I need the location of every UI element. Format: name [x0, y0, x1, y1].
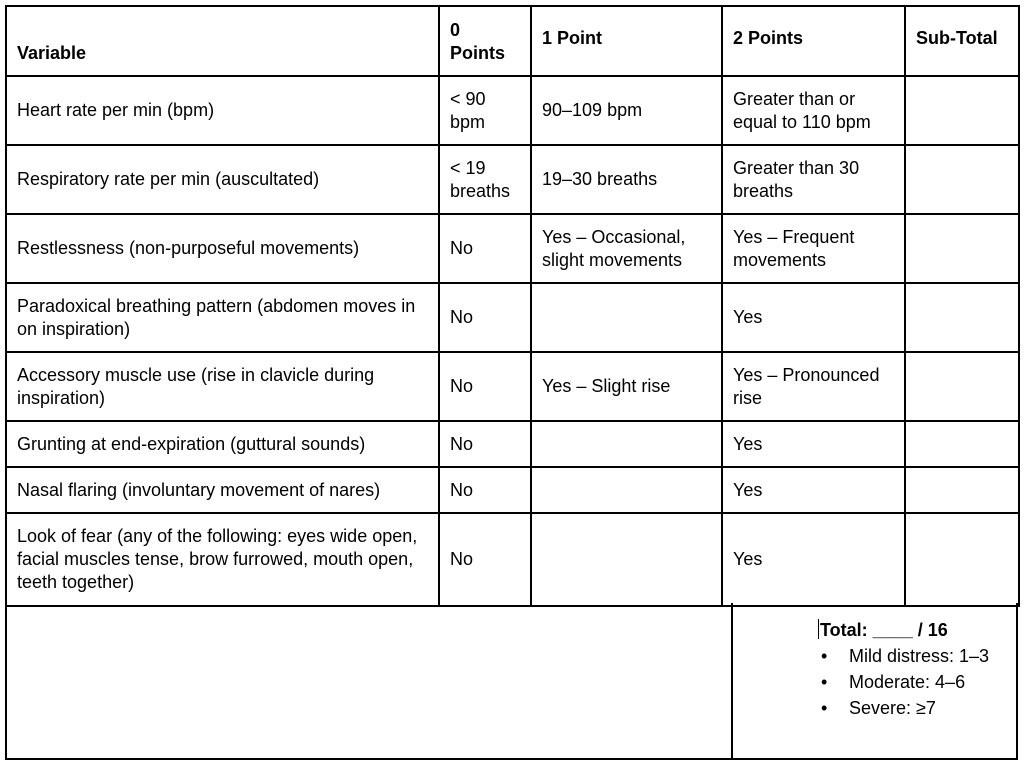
cell-sub-total[interactable]: [905, 513, 1019, 606]
cell-sub-total[interactable]: [905, 467, 1019, 513]
cell-0-points: No: [439, 467, 531, 513]
cell-1-point: [531, 467, 722, 513]
header-0-points: 0 Points: [439, 6, 531, 76]
cell-1-point: Yes – Slight rise: [531, 352, 722, 421]
header-2-points: 2 Points: [722, 6, 905, 76]
cell-variable: Respiratory rate per min (auscultated): [6, 145, 439, 214]
cell-2-points: Yes: [722, 513, 905, 606]
table-row: [6, 145, 1019, 214]
total-label: Total: ____ / 16: [820, 620, 948, 640]
cell-sub-total[interactable]: [905, 145, 1019, 214]
table-row: [6, 214, 1019, 283]
cell-1-point: Yes – Occasional, slight movements: [531, 214, 722, 283]
bullet-icon: •: [821, 646, 828, 666]
cell-1-point: [531, 421, 722, 467]
cell-variable: Restlessness (non-purposeful movements): [6, 214, 439, 283]
cell-0-points: No: [439, 352, 531, 421]
table-row: [6, 467, 1019, 513]
total-line[interactable]: [818, 617, 989, 643]
bullet-icon: •: [821, 672, 828, 692]
cell-2-points: Yes: [722, 421, 905, 467]
cell-sub-total[interactable]: [905, 283, 1019, 352]
cell-variable: Paradoxical breathing pattern (abdomen moves in on inspiration): [6, 283, 439, 352]
cell-1-point: [531, 283, 722, 352]
cell-0-points: No: [439, 214, 531, 283]
rdos-table: [5, 5, 1020, 607]
cell-2-points: Yes – Frequent movements: [722, 214, 905, 283]
header-1-point: 1 Point: [531, 6, 722, 76]
cell-sub-total[interactable]: [905, 421, 1019, 467]
cell-variable: Look of fear (any of the following: eyes wide open, facial muscles tense, brow furrowed, mouth open, teeth together): [6, 513, 439, 606]
cell-2-points: Greater than 30 breaths: [722, 145, 905, 214]
severity-severe: Severe: ≥7: [849, 698, 936, 718]
header-variable: Variable: [6, 6, 439, 76]
list-item: [818, 669, 989, 695]
table-row: [6, 76, 1019, 145]
severity-list: [818, 643, 989, 721]
cell-0-points: No: [439, 513, 531, 606]
cell-sub-total[interactable]: [905, 76, 1019, 145]
severity-mild: Mild distress: 1–3: [849, 646, 990, 666]
cell-1-point: 90–109 bpm: [531, 76, 722, 145]
cell-0-points: No: [439, 283, 531, 352]
cell-sub-total[interactable]: [905, 352, 1019, 421]
table-row: [6, 513, 1019, 606]
cell-variable: Nasal flaring (involuntary movement of nares): [6, 467, 439, 513]
cell-2-points: Yes – Pronounced rise: [722, 352, 905, 421]
list-item: [818, 643, 989, 669]
cell-2-points: Yes: [722, 467, 905, 513]
cell-variable: Grunting at end-expiration (guttural sounds): [6, 421, 439, 467]
cell-variable: Heart rate per min (bpm): [6, 76, 439, 145]
cell-0-points: < 19 breaths: [439, 145, 531, 214]
cell-1-point: 19–30 breaths: [531, 145, 722, 214]
score-summary: [818, 617, 989, 721]
cell-2-points: Greater than or equal to 110 bpm: [722, 76, 905, 145]
table-row: [6, 352, 1019, 421]
header-sub-total: Sub-Total: [905, 6, 1019, 76]
cell-0-points: < 90 bpm: [439, 76, 531, 145]
cell-variable: Accessory muscle use (rise in clavicle during inspiration): [6, 352, 439, 421]
cell-2-points: Yes: [722, 283, 905, 352]
severity-moderate: Moderate: 4–6: [849, 672, 966, 692]
header-row: [6, 6, 1019, 76]
footer-divider: [731, 603, 733, 758]
cell-sub-total[interactable]: [905, 214, 1019, 283]
cell-0-points: No: [439, 421, 531, 467]
list-item: [818, 695, 989, 721]
cell-1-point: [531, 513, 722, 606]
text-cursor: [818, 619, 819, 639]
bullet-icon: •: [821, 698, 828, 718]
table-row: [6, 421, 1019, 467]
table-row: [6, 283, 1019, 352]
